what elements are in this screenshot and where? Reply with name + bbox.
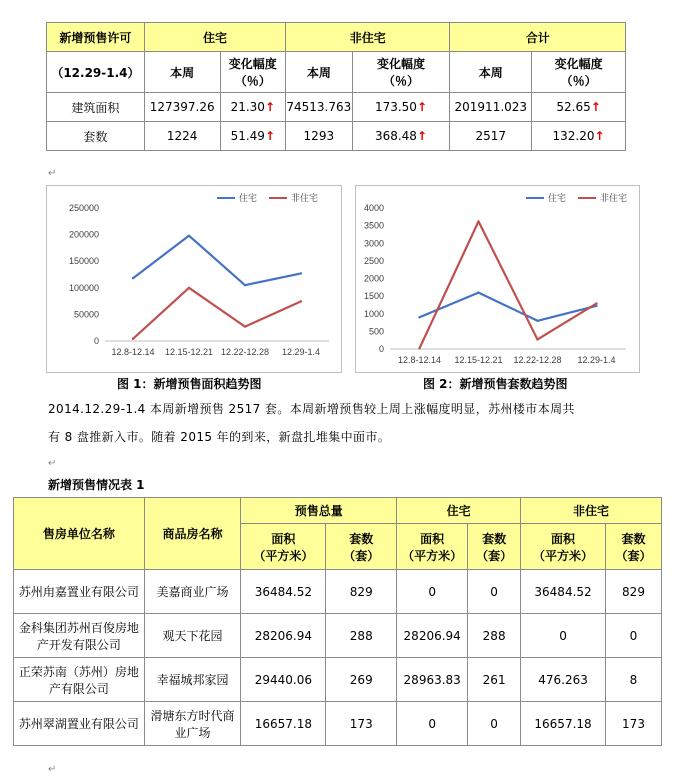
sqm-label: （平方米）	[533, 548, 594, 563]
units-trend-chart-svg	[356, 186, 639, 372]
area-header	[397, 524, 468, 570]
cell: 476.263	[521, 658, 606, 702]
seller-cell: 正荣苏南（苏州）房地产有限公司	[14, 658, 145, 702]
cell	[532, 93, 626, 122]
data-point	[536, 320, 538, 322]
cell: 29440.06	[241, 658, 326, 702]
total-change-header	[532, 52, 626, 93]
data-point	[477, 220, 479, 222]
cell: 173	[326, 702, 397, 746]
data-point	[300, 300, 302, 302]
data-point	[244, 325, 246, 327]
percent-label: （％）	[382, 74, 419, 88]
table-row	[14, 658, 662, 702]
cell: 0	[468, 702, 521, 746]
cell: 1293	[286, 122, 352, 151]
area-label: 面积	[551, 531, 576, 546]
cell	[352, 122, 450, 151]
data-point	[300, 272, 302, 274]
cell: 28206.94	[397, 614, 468, 658]
data-point	[132, 338, 134, 340]
units-label: 套数	[349, 531, 374, 546]
series-line-nonresidential	[420, 221, 597, 348]
y-tick-label: 1000	[363, 308, 384, 319]
x-tick-label: 12.22-12.28	[513, 355, 562, 365]
cell: 8	[606, 658, 662, 702]
nonres-header: 非住宅	[521, 498, 662, 524]
cell: 0	[468, 570, 521, 614]
change-value: 52.65	[556, 100, 591, 114]
change-value: 132.20	[552, 129, 595, 143]
permit-header: 新增预售许可	[47, 23, 145, 52]
project-cell: 幸福城邦家园	[144, 658, 241, 702]
area-header	[521, 524, 606, 570]
cell: 0	[606, 614, 662, 658]
cell: 829	[606, 570, 662, 614]
total-header: 预售总量	[241, 498, 397, 524]
y-tick-label: 0	[378, 344, 384, 354]
paragraph-mark: ↵	[48, 458, 57, 469]
data-point	[418, 316, 420, 318]
cell: 269	[326, 658, 397, 702]
sqm-label: （平方米）	[402, 548, 463, 563]
up-arrow-icon: ↑	[416, 100, 428, 114]
change-label: 变化幅度	[376, 57, 425, 71]
cell: 0	[397, 570, 468, 614]
units-label: 套数	[482, 531, 507, 546]
y-tick-label: 4000	[363, 203, 384, 213]
nonres-header: 非住宅	[286, 23, 450, 52]
paragraph-mark: ↵	[48, 168, 57, 179]
project-cell: 滑塘东方时代商业广场	[144, 702, 241, 746]
data-point	[536, 338, 538, 340]
cell: 28206.94	[241, 614, 326, 658]
seller-cell: 苏州翠湖置业有限公司	[14, 702, 145, 746]
cell: 2517	[450, 122, 532, 151]
cell: 0	[521, 614, 606, 658]
units-header	[326, 524, 397, 570]
y-tick-label: 2000	[363, 273, 384, 284]
period-label: （12.29-1.4）	[47, 52, 145, 93]
series-line-residential	[133, 236, 301, 285]
legend-label: 住宅	[239, 194, 258, 204]
row-label: 套数	[47, 122, 145, 151]
cell: 16657.18	[241, 702, 326, 746]
cell	[220, 93, 286, 122]
sqm-label: （平方米）	[253, 548, 314, 563]
x-tick-label: 12.29-1.4	[281, 347, 321, 357]
series-line-nonresidential	[133, 288, 301, 339]
y-tick-label: 2500	[363, 255, 384, 266]
unit-label: （套）	[476, 548, 513, 563]
change-value: 51.49	[230, 129, 265, 143]
area-label: 面积	[420, 531, 445, 546]
y-tick-label: 3000	[363, 238, 384, 249]
cell: 36484.52	[521, 570, 606, 614]
cell	[220, 122, 286, 151]
area-label: 面积	[271, 531, 296, 546]
y-tick-label: 250000	[68, 203, 99, 213]
cell	[352, 93, 450, 122]
series-line-residential	[420, 293, 597, 321]
nonres-week-header: 本周	[286, 52, 352, 93]
data-point	[418, 347, 420, 349]
y-tick-label: 500	[368, 326, 384, 337]
cell: 261	[468, 658, 521, 702]
project-cell: 美嘉商业广场	[144, 570, 241, 614]
seller-cell: 金科集团苏州百俊房地产开发有限公司	[14, 614, 145, 658]
row-label: 建筑面积	[47, 93, 145, 122]
unit-label: （套）	[615, 548, 652, 563]
percent-label: （％）	[234, 74, 271, 88]
up-arrow-icon: ↑	[594, 129, 605, 143]
legend-label: 非住宅	[291, 194, 319, 204]
chart2-caption: 图 2：新增预售套数趋势图	[423, 377, 568, 391]
seller-header: 售房单位名称	[14, 498, 145, 570]
cell: 201911.023	[450, 93, 532, 122]
units-header	[606, 524, 662, 570]
cell: 16657.18	[521, 702, 606, 746]
up-arrow-icon: ↑	[416, 129, 428, 143]
project-header: 商品房名称	[144, 498, 241, 570]
y-tick-label: 100000	[68, 282, 99, 293]
nonres-change-header	[352, 52, 450, 93]
data-point	[132, 277, 134, 279]
units-label: 套数	[621, 531, 646, 546]
table2-title: 新增预售情况表 1	[48, 478, 145, 492]
y-tick-label: 200000	[68, 229, 99, 240]
res-change-header	[220, 52, 286, 93]
up-arrow-icon: ↑	[264, 129, 275, 143]
units-trend-chart	[355, 185, 640, 373]
cell: 0	[397, 702, 468, 746]
cell: 288	[468, 614, 521, 658]
cell	[532, 122, 626, 151]
percent-label: （％）	[560, 74, 597, 88]
data-point	[188, 234, 190, 236]
up-arrow-icon: ↑	[264, 100, 275, 114]
change-value: 21.30	[230, 100, 265, 114]
legend-label: 非住宅	[600, 194, 628, 204]
table-row	[14, 614, 662, 658]
x-tick-label: 12.15-12.21	[454, 355, 503, 365]
area-header	[241, 524, 326, 570]
data-point	[477, 291, 479, 293]
x-tick-label: 12.15-12.21	[164, 347, 214, 357]
legend-label: 住宅	[548, 194, 567, 204]
up-arrow-icon: ↑	[590, 100, 601, 114]
cell: 28963.83	[397, 658, 468, 702]
data-point	[188, 287, 190, 289]
x-tick-label: 12.8-12.14	[397, 355, 442, 365]
change-label: 变化幅度	[228, 57, 277, 71]
data-point	[595, 302, 597, 304]
cell: 173	[606, 702, 662, 746]
x-tick-label: 12.29-1.4	[577, 355, 616, 365]
paragraph-mark: ↵	[48, 764, 57, 775]
x-tick-label: 12.22-12.28	[220, 347, 270, 357]
summary-line-1: 2014.12.29-1.4 本周新增预售 2517 套。本周新增预售较上周上涨幅度明显，苏州楼市本周共	[48, 402, 575, 416]
change-label: 变化幅度	[554, 57, 603, 71]
cell: 829	[326, 570, 397, 614]
change-value: 368.48	[374, 129, 417, 143]
total-header: 合计	[450, 23, 626, 52]
seller-cell: 苏州甪嘉置业有限公司	[14, 570, 145, 614]
y-tick-label: 150000	[68, 256, 99, 267]
total-week-header: 本周	[450, 52, 532, 93]
residential-header: 住宅	[397, 498, 521, 524]
change-value: 173.50	[374, 100, 417, 114]
res-week-header: 本周	[144, 52, 220, 93]
y-tick-label: 50000	[73, 309, 99, 320]
y-tick-label: 0	[93, 336, 99, 346]
cell: 127397.26	[144, 93, 220, 122]
table-row	[47, 122, 626, 151]
cell: 36484.52	[241, 570, 326, 614]
y-tick-label: 1500	[363, 291, 384, 302]
cell: 74513.763	[286, 93, 352, 122]
cell: 1224	[144, 122, 220, 151]
table-row	[47, 93, 626, 122]
table-row	[14, 702, 662, 746]
presale-detail-table	[13, 497, 662, 746]
weekly-summary-table	[46, 22, 626, 151]
y-tick-label: 3500	[363, 220, 384, 231]
area-trend-chart-svg	[47, 186, 341, 372]
residential-header: 住宅	[144, 23, 285, 52]
units-header	[468, 524, 521, 570]
cell: 288	[326, 614, 397, 658]
x-tick-label: 12.8-12.14	[111, 347, 155, 357]
area-trend-chart	[46, 185, 342, 373]
data-point	[244, 284, 246, 286]
summary-line-2: 有 8 盘推新入市。随着 2015 年的到来，新盘扎堆集中面市。	[48, 430, 391, 444]
project-cell: 观天下花园	[144, 614, 241, 658]
unit-label: （套）	[343, 548, 380, 563]
table-row	[14, 570, 662, 614]
chart1-caption: 图 1：新增预售面积趋势图	[117, 377, 262, 391]
